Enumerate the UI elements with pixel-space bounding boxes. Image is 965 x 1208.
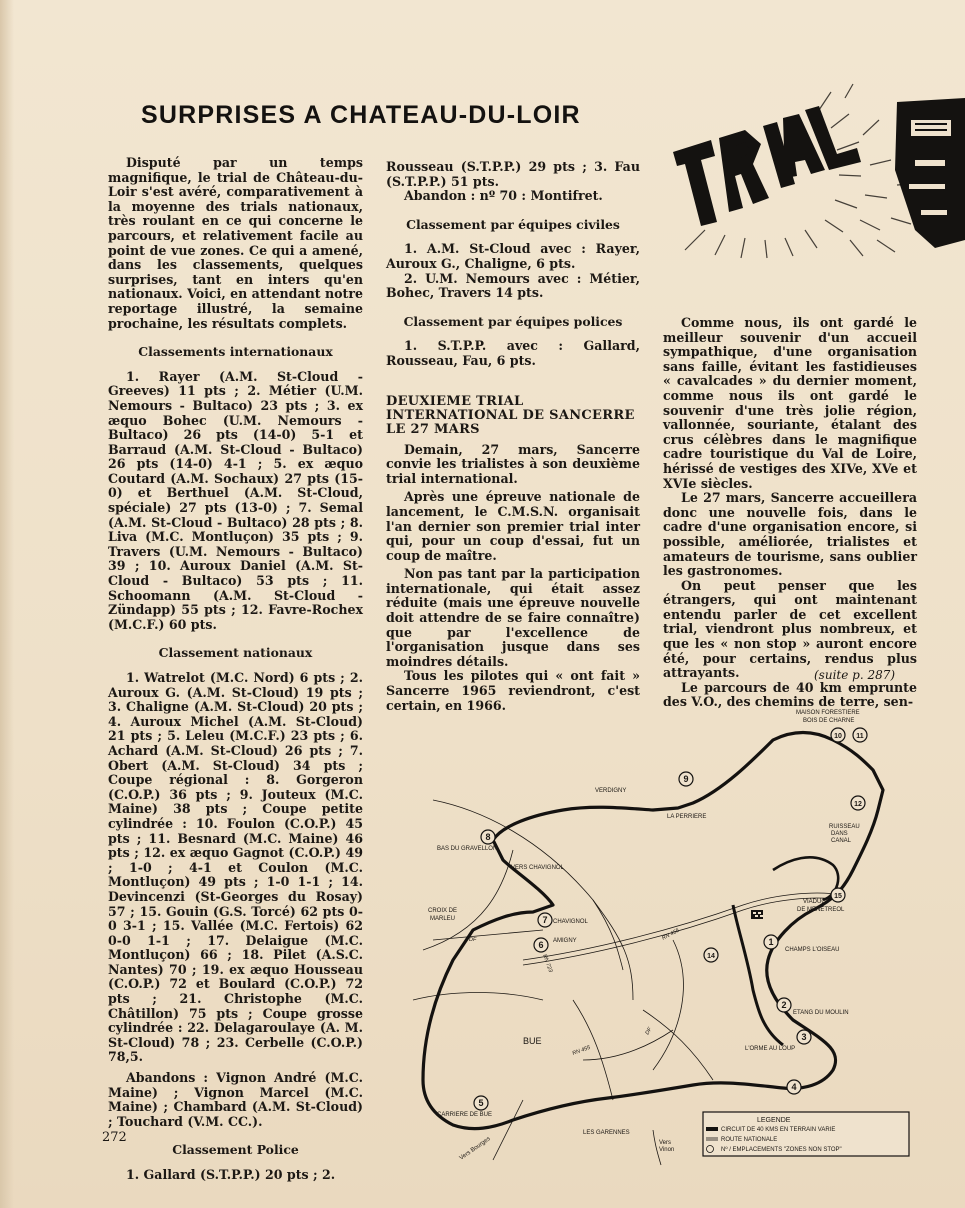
sancerre-p4: Tous les pilotes qui « ont fait » Sancerre 1965 reviendront, c'est certain, en 1966. xyxy=(386,668,640,713)
sancerre-p2: Après une épreuve nationale de lancement, le C.M.S.N. organisait l'an dernier son premier trial inter qui, pour un coup d'essai, fut un coup de maître. xyxy=(386,489,640,563)
map-road-rn455b: RN 455 xyxy=(571,1044,592,1057)
zone-marker-2: 2 xyxy=(781,1000,787,1010)
sancerre-p5: Comme nous, ils ont gardé le meilleur souvenir d'un accueil sympathique, d'une organisation sans faille, évitant les fastidieuses « cavalcades » du dernier moment, comme nous ils ont gardé le souvenir d'une très jolie région, vallonnée, souriante, étalant des crus célèbres dans le magnifique cadre touristique du Val de Loire, hérissé de vestiges des XIVe, XVe et XVIe siècles. xyxy=(663,315,917,491)
column-3 xyxy=(663,316,917,710)
map-label-verdigny: VERDIGNY xyxy=(595,788,627,794)
map-label-vinon: Vinon xyxy=(659,1147,675,1153)
map-legend xyxy=(703,1112,909,1156)
map-road-rn455a: RN 455 xyxy=(661,927,681,942)
nationaux-abandons: Abandons : Vignon André (M.C. Maine) ; Vignon Marcel (M.C. Maine) ; Chambard (A.M. St-Cloud) ; Touchard (V.M. CC.). xyxy=(108,1070,363,1129)
route-map xyxy=(393,700,920,1168)
zone-marker-6: 6 xyxy=(538,940,544,950)
sancerre-p3: Non pas tant par la participation internationale, qui était assez réduite (mais une épreuve nouvelle doit attendre de se faire connaître) que par l'excellence de l'organisation jusque dans ses moindres détails. xyxy=(386,566,640,669)
map-label-marleu: MARLEU xyxy=(430,916,456,922)
article-intro: Disputé par un temps magnifique, le trial de Château-du-Loir s'est avéré, comparativement à la moyenne des trials nationaux, très roulant en ce qui concerne le parcours, et relativement facile au point de vue zones. Ce qui a amené, dans les classements, quelques surprises, tant en inters qu'en nationaux. Voici, en attendant notre reportage illustré, la semaine prochaine, les résultats complets. xyxy=(108,155,363,331)
heading-internationaux: Classements internationaux xyxy=(138,344,333,360)
legend-item-circuit: CIRCUIT DE 40 KMS EN TERRAIN VARIE xyxy=(721,1127,836,1133)
map-label-dans: DANS xyxy=(831,831,848,837)
map-label-bue: BUE xyxy=(523,1036,542,1046)
map-road-rn: RN 723 xyxy=(541,953,554,974)
map-label-orme: L'ORME AU LOUP xyxy=(745,1046,796,1052)
map-label-canal: CANAL xyxy=(831,838,852,844)
zone-marker-3: 3 xyxy=(801,1032,807,1042)
map-label-garennes: LES GARENNES xyxy=(583,1130,630,1136)
civiles-item-1: 1. A.M. St-Cloud avec : Rayer, Auroux G., Chaligne, 6 pts. xyxy=(386,241,640,271)
continued-reference: (suite p. 287) xyxy=(814,668,896,682)
legend-title: LEGENDE xyxy=(757,1117,791,1124)
sancerre-p1: Demain, 27 mars, Sancerre convie les trialistes à son deuxième trial international. xyxy=(386,441,640,486)
heading-police: Classement Police xyxy=(172,1142,299,1158)
nationaux-part4: 22. Delagaroulaye (A. M. St-Cloud) 78 ; 23. Cerbelle (C.O.P.) 78,5. xyxy=(108,1020,363,1065)
column-2 xyxy=(386,160,640,713)
nationaux-part3: 10. Foulon (C.O.P.) 45 pts ; 11. Besnard (M.C. Maine) 46 pts ; 12. ex æquo Gagnot (C.O.P.) 49 ; 1-0 ; 4-1 et Coulon (M.C. Montluçon) 49 pts ; 1-0 1-1 ; 14. Devincenzi (St-Georges du Rosay) 57 ; 15. Gouin (G.S. Torcé) 62 pts 0-0 3-1 ; 15. Vallée (M.C. Fertois) 62 0-0 1-1 ; 17. Delaigue (M.C. Montluçon) 66 ; 18. Pilet (A.S.C. Nantes) 70 ; 19. ex æquo Housseau (C.O.P.) 72 et Boulard (C.O.P.) 72 pts ; 21. Christophe (M.C. Châtillon) 75 pts ; xyxy=(108,815,363,1021)
zone-marker-4: 4 xyxy=(791,1082,797,1092)
map-label-ruisseau: RUISSEAU xyxy=(829,824,860,830)
map-label-vers-chavignol: VERS CHAVIGNOL xyxy=(511,865,564,871)
map-label-vers-vinon: Vers xyxy=(659,1140,672,1146)
legend-item-route: ROUTE NATIONALE xyxy=(721,1137,778,1143)
nationaux-part2: 8. Gorgeron (C.O.P.) 36 pts ; 9. Jouteux (M.C. Maine) 38 pts ; xyxy=(108,772,363,817)
coupe-petite-label: Coupe petite cylindrée : xyxy=(108,801,363,831)
map-label-champs: CHAMPS L'OISEAU xyxy=(785,947,840,953)
column-1 xyxy=(108,156,363,1183)
article-title: SURPRISES A CHATEAU-DU-LOIR xyxy=(141,101,581,129)
nationaux-part1: 1. Watrelot (M.C. Nord) 6 pts ; 2. Auroux G. (A.M. St-Cloud) 19 pts ; 3. Chaligne (A.M. St-Cloud) 20 pts ; 4. Auroux Michel (A.M. St-Cloud) 21 pts ; 5. Leleu (M.C.F.) 23 pts ; 6. Achard (A.M. St-Cloud) 26 pts ; 7. Obert (A.M. St-Cloud) 34 pts ; xyxy=(108,670,363,773)
map-road-df1: DF xyxy=(469,937,477,943)
map-label-perriere: LA PERRIERE xyxy=(667,814,707,820)
page-edge-shadow xyxy=(0,0,14,1208)
coupe-grosse-label: Coupe grosse cylindrée : xyxy=(108,1005,363,1036)
map-label-amigny: AMIGNY xyxy=(553,938,577,944)
coupe-regional-label: Coupe régional : xyxy=(108,772,250,788)
results-internationaux: 1. Rayer (A.M. St-Cloud - Greeves) 11 pts ; 2. Métier (U.M. Nemours - Bultaco) 23 pts ; 3. ex æquo Bohec (U.M. Nemours - Bultaco) 26 pts (14-0) 5-1 et Barraud (A.M. St-Cloud - Bultaco) 26 pts (14-0) 4-1 ; 5. ex æquo Coutard (A.M. Sochaux) 27 pts (15-0) et Berthuel (A.M. St-Cloud, spéciale) 27 pts (13-0) ; 7. Semal (A.M. St-Cloud - Bultaco) 28 pts ; 8. Liva (M.C. Montluçon) 35 pts ; 9. Travers (U.M. Nemours - Bultaco) 39 ; 10. Auroux Daniel (A.M. St-Cloud - Bultaco) 53 pts ; 11. Schoomann (A.M. St-Cloud - Zündapp) 55 pts ; 12. Favre-Rochex (M.C.F.) 60 pts. xyxy=(108,368,363,632)
map-label-bois: BOIS DE CHARNE xyxy=(803,718,855,724)
police-abandon: Abandon : nº 70 : Montifret. xyxy=(404,188,603,204)
zone-marker-5: 5 xyxy=(478,1098,484,1108)
zone-marker-8: 8 xyxy=(485,832,491,842)
results-police-cont: Rousseau (S.T.P.P.) 29 pts ; 3. Fau (S.T.P.P.) 51 pts. xyxy=(386,159,640,189)
civiles-item-2: 2. U.M. Nemours avec : Métier, Bohec, Travers 14 pts. xyxy=(386,270,640,301)
map-label-etang: ETANG DU MOULIN xyxy=(793,1010,849,1016)
sancerre-p6: Le 27 mars, Sancerre accueillera donc une nouvelle fois, dans le cadre d'une organisation encore, si possible, améliorée, trialistes et amateurs de tourisme, sans oublier les gastronomes. xyxy=(663,490,917,579)
heading-nationaux: Classement nationaux xyxy=(158,645,313,661)
map-label-vers-bourges: Vers Bourges xyxy=(458,1136,492,1162)
results-police-start: 1. Gallard (S.T.P.P.) 20 pts ; 2. xyxy=(126,1167,336,1182)
zone-marker-12: 12 xyxy=(854,801,862,808)
map-label-maison: MAISON FORESTIERE xyxy=(796,710,860,716)
zone-marker-1: 1 xyxy=(768,937,774,947)
heading-equipes-civiles: Classement par équipes civiles xyxy=(406,216,620,232)
zone-marker-15: 15 xyxy=(834,893,842,900)
zone-marker-11: 11 xyxy=(856,733,864,740)
results-nationaux xyxy=(108,671,363,1065)
zone-marker-9: 9 xyxy=(683,774,689,784)
map-label-gravellon: BAS DU GRAVELLON xyxy=(437,846,498,852)
map-label-viaduc: VIADUC xyxy=(803,899,826,905)
trial-logo-illustration xyxy=(665,80,965,260)
legend-item-zones: Nº / EMPLACEMENTS "ZONES NON STOP" xyxy=(721,1147,842,1153)
heading-equipes-polices: Classement par équipes polices xyxy=(403,313,623,329)
zone-marker-7: 7 xyxy=(542,915,548,925)
zone-marker-10: 10 xyxy=(834,733,842,740)
sancerre-p7: On peut penser que les étrangers, qui ont maintenant entendu parler de cet excellent trial, viendront plus nombreux, et que les « non stop » auront encore été, pour certains, rendus plus attrayants. xyxy=(663,577,917,681)
map-road-df2: DF xyxy=(644,1026,654,1036)
map-label-carriere: CARRIERE DE BUE xyxy=(437,1112,493,1118)
polices-item-1: 1. S.T.P.P. avec : Gallard, Rousseau, Fau, 6 pts. xyxy=(386,338,640,368)
zone-marker-14: 14 xyxy=(707,953,715,960)
sancerre-heading: DEUXIEME TRIAL INTERNATIONAL DE SANCERRE LE 27 MARS xyxy=(386,393,635,437)
page-number: 272 xyxy=(102,1130,127,1145)
map-label-menetreol: DE MENETREOL xyxy=(797,907,845,913)
map-label-croix: CROIX DE xyxy=(428,908,458,914)
map-label-chavignol: CHAVIGNOL xyxy=(553,919,588,925)
sancerre-p8: Le parcours de 40 km emprunte des V.O., des chemins de terre, sen- xyxy=(663,679,917,710)
